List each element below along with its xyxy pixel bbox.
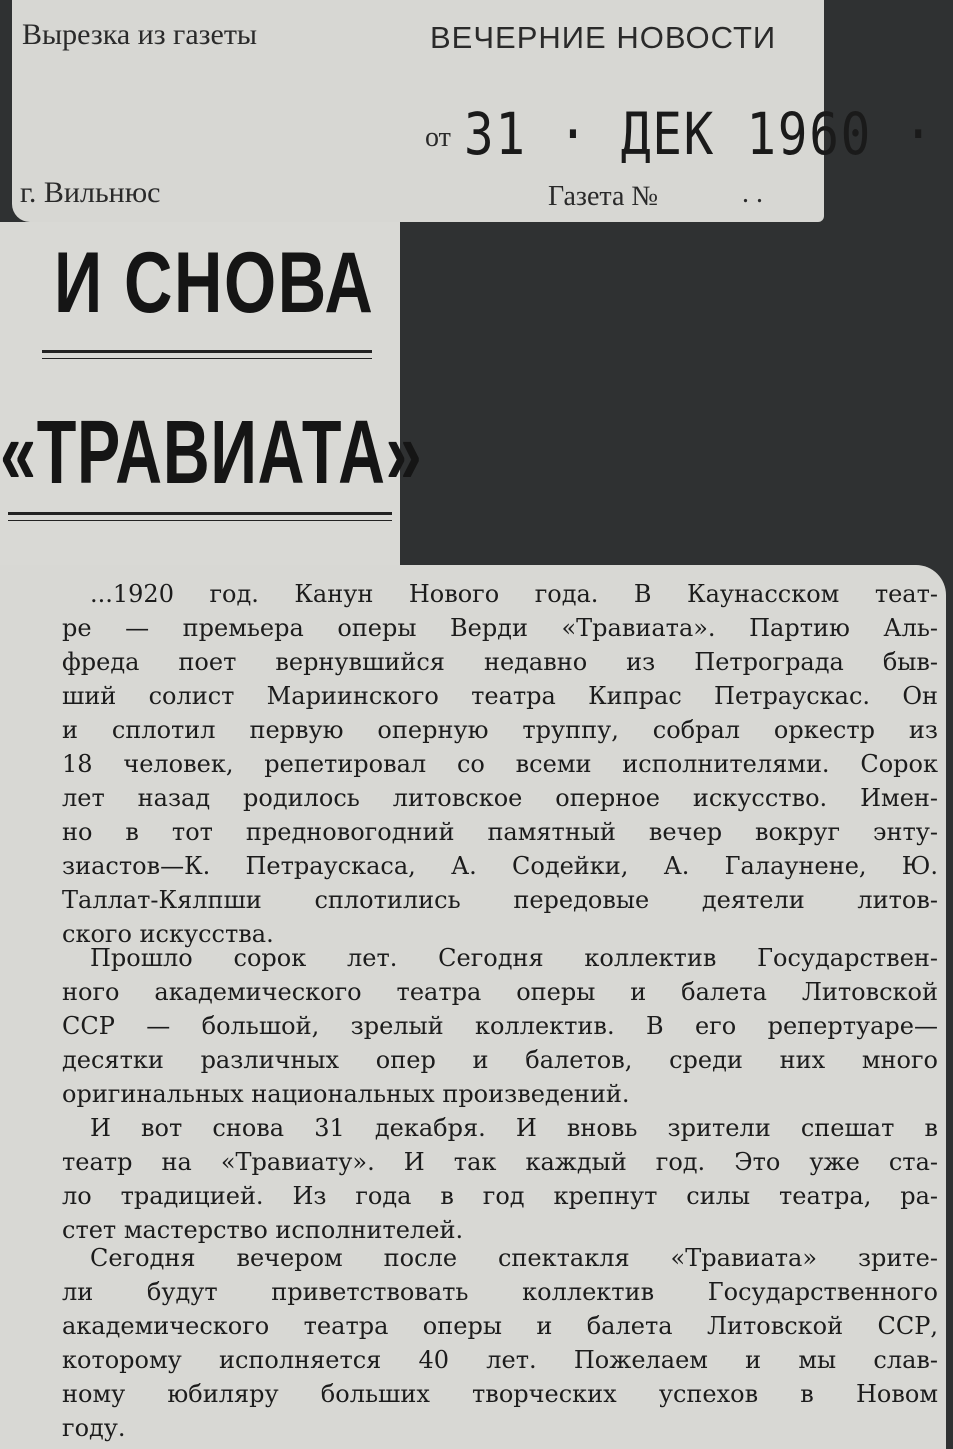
- article-line: зиастов—К. Петраускаса, А. Содейки, А. Галаунене, Ю.: [62, 852, 938, 880]
- article-line: Таллат-Кялпши сплотились передовые деятели литов-: [62, 886, 938, 914]
- article-line: фреда поет вернувшийся недавно из Петрограда быв-: [62, 648, 938, 676]
- clipping-label: Вырезка из газеты: [22, 18, 258, 51]
- article-line: ре — премьера оперы Верди «Травиата». Партию Аль-: [62, 614, 938, 642]
- newspaper-name: ВЕЧЕРНИЕ НОВОСТИ: [430, 20, 777, 55]
- article-body: [0, 565, 946, 1449]
- article-line: ший солист Мариинского театра Кипрас Петраускас. Он: [62, 682, 938, 710]
- article-line: но в тот предновогодний памятный вечер вокруг энту-: [62, 818, 938, 846]
- article-line: ного академического театра оперы и балета Литовской: [62, 978, 938, 1006]
- headline-card: [0, 222, 423, 572]
- article-line: Прошло сорок лет. Сегодня коллектив Государствен-: [90, 944, 938, 972]
- issue-number-dots: . .: [742, 178, 763, 209]
- headline-line-1: И СНОВА: [54, 235, 375, 331]
- headline-rule-bottom-thin: [8, 520, 392, 521]
- article-line: лет назад родилось литовское оперное искусство. Имен-: [62, 784, 938, 812]
- article-line: академического театра оперы и балета Литовской ССР,: [62, 1312, 938, 1340]
- article-line: Сегодня вечером после спектакля «Травиата» зрите-: [90, 1244, 938, 1272]
- stamped-date: 31 · ДЕК 1960 ·: [464, 100, 935, 168]
- article-line: ло традицией. Из года в год крепнут силы театра, ра-: [62, 1182, 938, 1210]
- article-line: ССР — большой, зрелый коллектив. В его репертуаре—: [62, 1012, 938, 1040]
- headline-rule-top-thin: [42, 358, 372, 359]
- article-line: и сплотил первую оперную труппу, собрал оркестр из: [62, 716, 938, 744]
- article-line: ли будут приветствовать коллектив Государственного: [62, 1278, 938, 1306]
- article-line: десятки различных опер и балетов, среди них много: [62, 1046, 938, 1074]
- article-line: которому исполняется 40 лет. Пожелаем и мы слав-: [62, 1346, 938, 1374]
- article-line: оригинальных национальных произведений.: [62, 1080, 630, 1108]
- date-prefix: от: [425, 122, 451, 153]
- headline-rule-top: [42, 350, 372, 353]
- article-line: стет мастерство исполнителей.: [62, 1216, 464, 1244]
- article-line: году.: [62, 1414, 126, 1442]
- city-label: г. Вильнюс: [20, 176, 161, 209]
- article-line: театр на «Травиату». И так каждый год. Это уже ста-: [62, 1148, 938, 1176]
- clipping-header: [12, 0, 935, 222]
- headline-line-2: «ТРАВИАТА»: [0, 403, 423, 503]
- article-line: 18 человек, репетировал со всеми исполнителями. Сорок: [62, 750, 938, 778]
- headline-rule-bottom: [8, 512, 392, 515]
- article-line: ному юбиляру больших творческих успехов в Новом: [62, 1380, 938, 1408]
- issue-label: Газета №: [548, 181, 659, 212]
- article-line: ...1920 год. Канун Нового года. В Каунасском теат-: [90, 580, 938, 608]
- article-line: И вот снова 31 декабря. И вновь зрители спешат в: [90, 1114, 938, 1142]
- article-line: ского искусства.: [62, 920, 274, 948]
